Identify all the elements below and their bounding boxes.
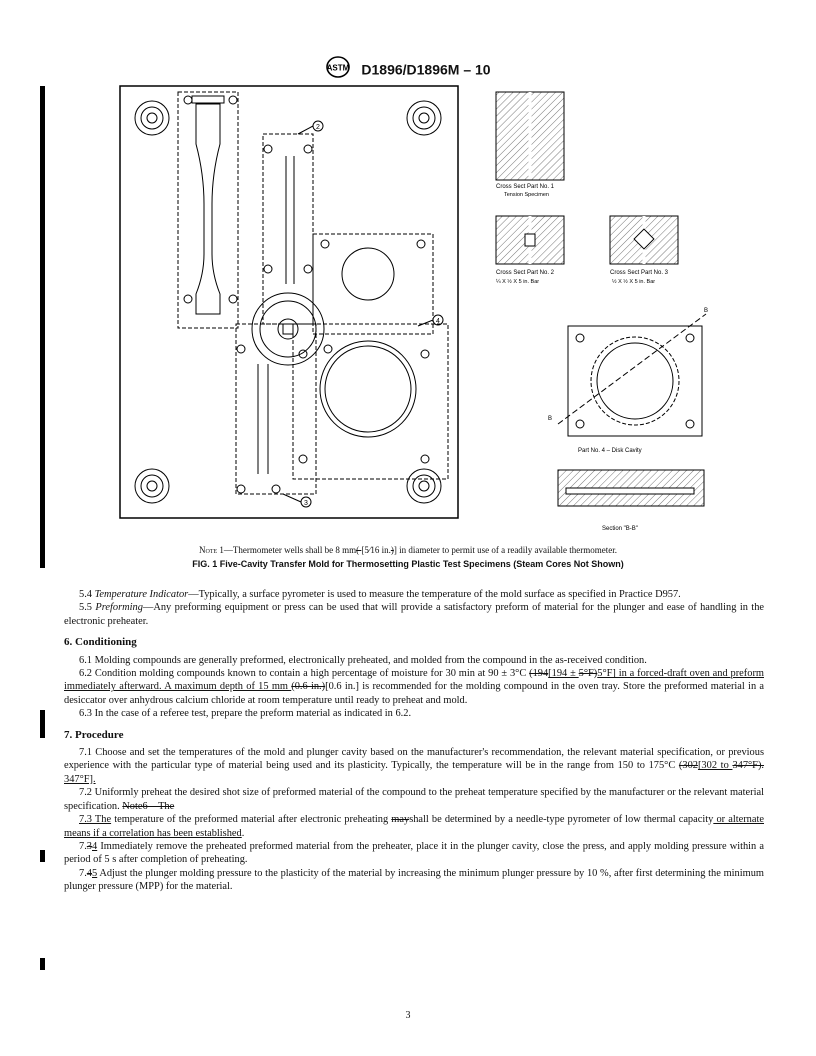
bolt-icon	[135, 101, 441, 503]
section-title: Cross Sect Part No. 2	[496, 270, 555, 276]
paragraph-7-1: 7.1 Choose and set the temperatures of the mold and plunger cavity based on the manufacturer's recommendation, the relevant material specification, or previous experience with the particular type of material being used and its plasticity. Typically, the temperature will be in the range from 150 to 175°C (302[302 to 347°F). 347°F].	[64, 747, 765, 785]
callout-label: 4	[436, 318, 440, 325]
section-title: Cross Sect Part No. 3	[610, 270, 669, 276]
body-text	[64, 588, 764, 894]
callout-label: 3	[304, 500, 308, 507]
mold-figure	[118, 84, 718, 544]
paragraph-7-3: 7.3 The temperature of the preformed material after electronic preheating mayshall be determined by a needle-type pyrometer of low thermal capacity or alternate means if a correlation has been established.	[64, 814, 764, 839]
section-heading: 6. Conditioning	[64, 636, 137, 649]
section-subtitle: Tension Specimen	[504, 192, 549, 198]
change-bar	[40, 86, 45, 568]
paragraph-7-5: 7.45 Adjust the plunger molding pressure to the plasticity of the material by increasing the minimum plunger pressure by 10 %, after first determining the minimum plunger pressure (MPP) for the material.	[64, 867, 764, 893]
section-bb-label: Section "B-B"	[602, 526, 638, 532]
paragraph-5-5: 5.5 Preforming—Any preforming equipment or press can be used that will provide a satisfactory preform of material for the plunger and ease of handling in the electronic preheater.	[64, 602, 764, 627]
section-subtitle: ¼ X ½ X 5 in. Bar	[496, 279, 540, 285]
paragraph-6-2: 6.2 Condition molding compounds known to contain a high percentage of moisture for 30 min at 90 ± 3°C (194[194 ± 5°F)5°F] in a forced-draft oven and preform immediately afterward. A maximum depth of 15 mm (0.6 in.)[0.6 in.] is recommended for the molding compound in the oven tray. Store the preformed material in a desiccator over anhydrous calcium chloride at room temperature until ready to preheat and mold.	[64, 668, 765, 706]
paragraph-7-2: 7.2 Uniformly preheat the desired shot size of preformed material of the compound to the preheat temperature specified by the manufacturer or the relevant material specification. Note6—The	[64, 787, 764, 812]
section-subtitle: ½ X ½ X 5 in. Bar	[612, 279, 656, 285]
astm-logo-icon	[325, 56, 351, 83]
paragraph-6-1: 6.1 Molding compounds are generally preformed, electronically preheated, and molded from the compound in the as-received condition.	[79, 654, 647, 666]
page-header	[0, 56, 816, 83]
paragraph-5-4: 5.4 Temperature Indicator—Typically, a surface pyrometer is used to measure the temperature of the mold surface as specified in Practice D957.	[79, 589, 681, 600]
figure-note: Note 1—Thermometer wells shall be 8 mm( [5⁄16 in.)] in diameter to permit use of a readily available thermometer.	[198, 545, 618, 555]
disk-label: Part No. 4 – Disk Cavity	[578, 448, 642, 454]
change-bar	[40, 710, 45, 738]
section-title: Cross Sect Part No. 1	[496, 184, 555, 190]
paragraph-7-4: 7.34 Immediately remove the preheated preformed material from the preheater, place it in the plunger cavity, close the press, and apply molding pressure within a period of 5 s after completion of preheating.	[64, 840, 764, 866]
page-number: 3	[405, 1010, 411, 1021]
section-heading: 7. Procedure	[64, 728, 124, 741]
section-marker: B	[704, 308, 709, 314]
change-bar	[40, 958, 45, 970]
svg-text:ASTM: ASTM	[327, 63, 350, 73]
callout-label: 2	[316, 124, 320, 131]
figure-caption: FIG. 1 Five-Cavity Transfer Mold for Thermosetting Plastic Test Specimens (Steam Cores Not Shown)	[192, 559, 624, 569]
section-marker: B	[548, 416, 553, 422]
paragraph-6-3: 6.3 In the case of a referee test, prepare the preform material as indicated in 6.2.	[79, 708, 412, 720]
document-id: D1896/D1896M – 10	[361, 61, 491, 78]
change-bar	[40, 850, 45, 862]
